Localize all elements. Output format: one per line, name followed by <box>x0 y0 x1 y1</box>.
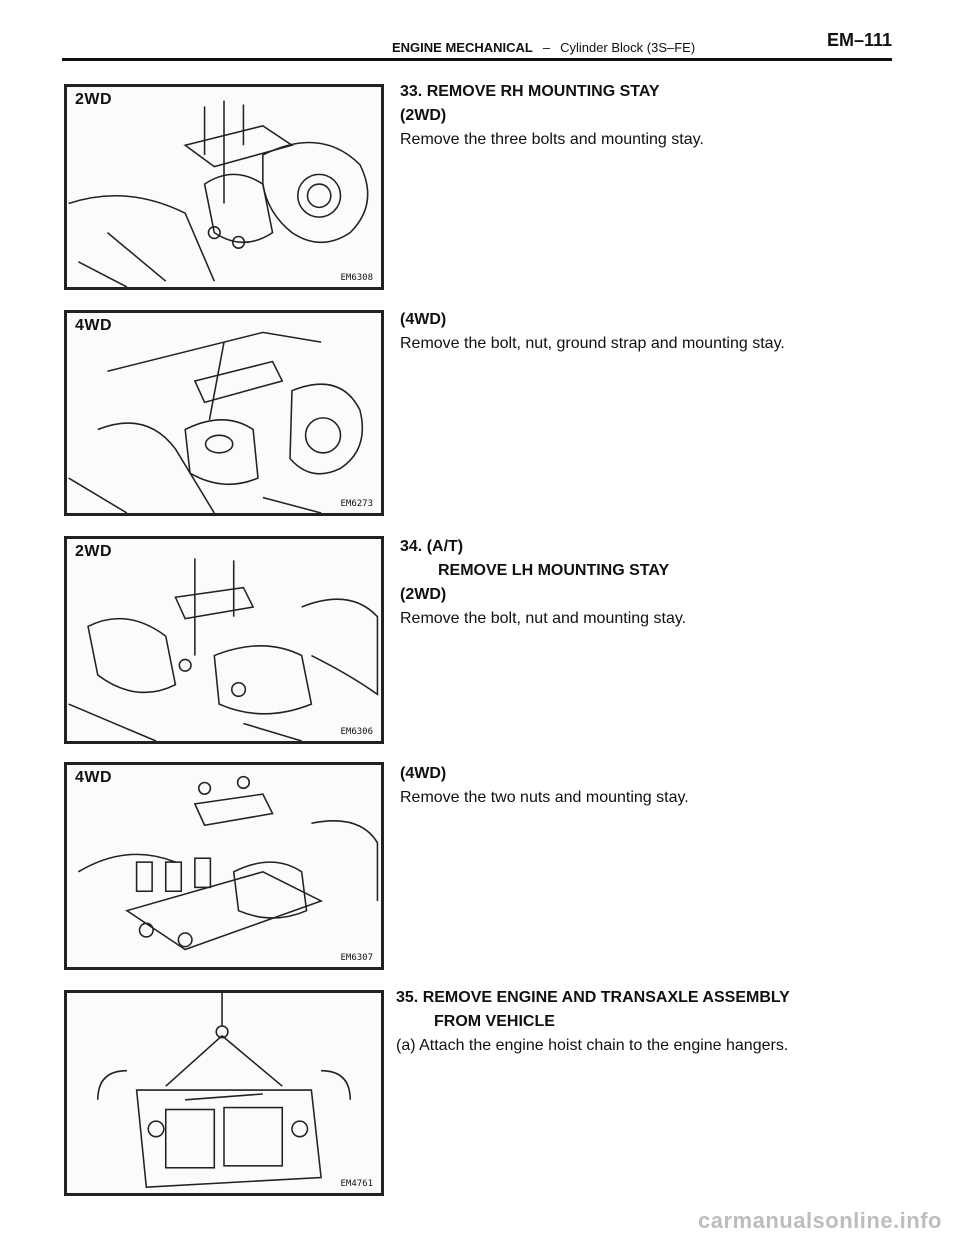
figure-rh-stay-4wd <box>64 310 384 516</box>
figure-tag: 2WD <box>75 91 113 108</box>
engine-illustration-icon <box>67 313 381 513</box>
step-34-4wd <box>400 762 880 810</box>
figure-code: EM6308 <box>340 273 373 283</box>
step-33 <box>400 80 880 152</box>
header-separator: – <box>542 40 551 55</box>
figure-lh-stay-2wd <box>64 536 384 744</box>
step-text: Remove the bolt, nut, ground strap and mounting stay. <box>400 335 785 352</box>
step-34 <box>400 535 880 631</box>
figure-code: EM6273 <box>340 499 373 509</box>
engine-illustration-icon <box>67 765 381 967</box>
step-heading: 35. REMOVE ENGINE AND TRANSAXLE ASSEMBLY <box>396 989 790 1006</box>
step-35 <box>396 986 876 1058</box>
engine-illustration-icon <box>67 87 381 287</box>
step-text: Remove the two nuts and mounting stay. <box>400 789 689 806</box>
page-number: EM–111 <box>826 30 892 50</box>
watermark: carmanualsonline.info <box>698 1208 942 1233</box>
step-33-4wd <box>400 308 880 356</box>
step-heading-continued: FROM VEHICLE <box>434 1013 555 1030</box>
figure-tag: 4WD <box>75 769 113 786</box>
figure-lh-stay-4wd <box>64 762 384 970</box>
engine-hoist-illustration-icon <box>67 993 381 1193</box>
step-heading: 34. (A/T) <box>400 538 464 555</box>
step-text: (a) Attach the engine hoist chain to the engine hangers. <box>396 1037 789 1054</box>
header-subsection: Cylinder Block (3S–FE) <box>560 40 696 55</box>
figure-tag: 2WD <box>75 543 113 560</box>
step-text: Remove the bolt, nut and mounting stay. <box>400 610 687 627</box>
step-variant: (2WD) <box>400 586 447 603</box>
figure-engine-hoist <box>64 990 384 1196</box>
step-variant: (4WD) <box>400 311 447 328</box>
figure-code: EM6307 <box>340 953 373 963</box>
running-header <box>392 40 695 55</box>
step-heading-continued: REMOVE LH MOUNTING STAY <box>438 562 670 579</box>
figure-rh-stay-2wd <box>64 84 384 290</box>
figure-code: EM6306 <box>340 727 373 737</box>
figure-code: EM4761 <box>340 1179 373 1189</box>
figure-tag: 4WD <box>75 317 113 334</box>
engine-illustration-icon <box>67 539 381 741</box>
step-variant: (4WD) <box>400 765 447 782</box>
step-variant: (2WD) <box>400 107 447 124</box>
header-rule <box>62 58 892 61</box>
header-section: ENGINE MECHANICAL <box>392 40 533 55</box>
step-text: Remove the three bolts and mounting stay. <box>400 131 704 148</box>
step-heading: 33. REMOVE RH MOUNTING STAY <box>400 83 660 100</box>
